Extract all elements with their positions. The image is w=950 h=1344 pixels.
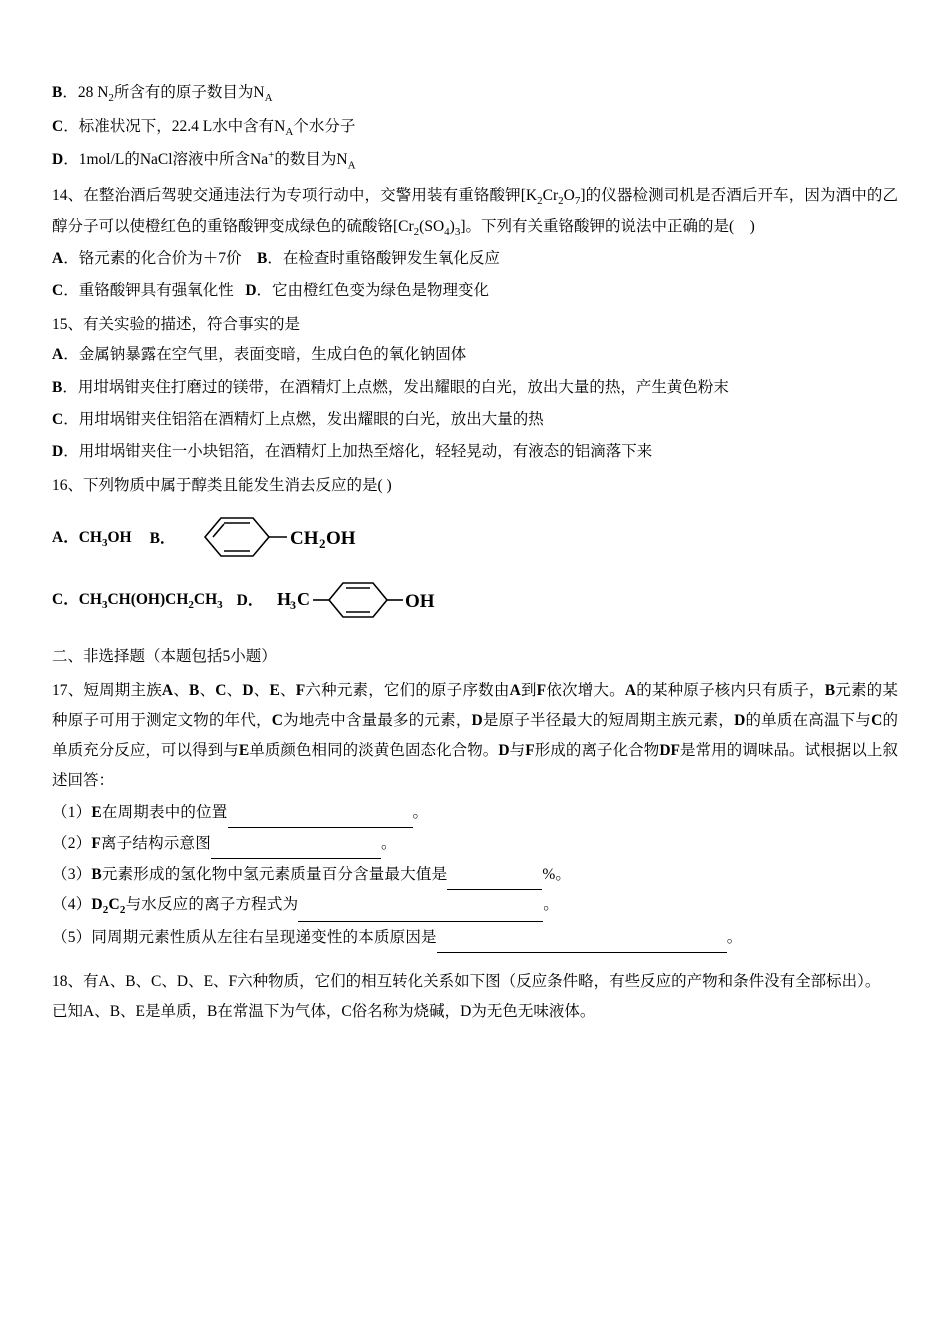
answer-blank[interactable] [211, 828, 381, 859]
q15-option-c: C．用坩埚钳夹住铝箔在酒精灯上点燃，发出耀眼的白光，放出大量的热 [52, 410, 544, 428]
q16-option-a: A．$CH_3OH$ [52, 528, 132, 549]
benzyl-alcohol-structure-icon [193, 510, 363, 564]
answer-blank[interactable] [437, 922, 727, 953]
q16-option-c: C．$CH_3CH(OH)CH_2CH_3$ [52, 590, 223, 611]
q14-stem: 14、在整治酒后驾驶交通违法行为专项行动中，交警用装有重铬酸钾$[K_2Cr_2O_7]$的仪器检测司机是否酒后开车，因为酒中的乙醇分子可以使橙红色的重铬酸钾变成绿色的硫酸铬$[Cr_2(SO_4)_3]$。下列有关重铬酸钾的说法中正确的是( ) [52, 186, 898, 239]
svg-text:OH: OH [405, 590, 435, 612]
question-16 [52, 471, 898, 623]
section-2-title: 二、非选择题（本题包括5小题） [52, 647, 277, 665]
q17-item-5: （5）同周期元素性质从左往右呈现递变性的本质原因是 。 [52, 922, 898, 953]
top-options-block [52, 78, 898, 177]
question-17 [52, 676, 898, 953]
q15-option-b: B．用坩埚钳夹住打磨过的镁带，在酒精灯上点燃，发出耀眼的白光，放出大量的热，产生黄色粉末 [52, 378, 729, 396]
q15-stem: 15、有关实验的描述，符合事实的是 [52, 316, 301, 334]
q17-item-1: （1）E在周期表中的位置 。 [52, 797, 898, 828]
option-d-top: D．1mol/L的NaCl溶液中所含Na+的数目为$N_A$ [52, 149, 356, 172]
svg-text:2: 2 [319, 535, 326, 551]
q18-line-1: 18、有A、B、C、D、E、F六种物质，它们的相互转化关系如下图（反应条件略，有些反应的产物和条件没有全部标出）。 [52, 973, 881, 991]
svg-text:3: 3 [290, 597, 297, 612]
answer-blank[interactable] [447, 859, 542, 890]
q15-option-d: D．用坩埚钳夹住一小块铝箔，在酒精灯上加热至熔化，轻轻晃动，有液态的铝滴落下来 [52, 443, 653, 461]
question-18 [52, 967, 898, 1027]
svg-text:C: C [297, 588, 311, 609]
q14-option-ab: A．铬元素的化合价为＋7价 B．在检查时重铬酸钾发生氧化反应 [52, 249, 500, 267]
option-b-top: B．28 $N_2$所含有的原子数目为$N_A$ [52, 84, 273, 105]
svg-text:CH: CH [290, 527, 319, 549]
q16-option-d-label: D． [236, 591, 264, 609]
q16-options-cd [52, 574, 898, 624]
q16-options-ab [52, 510, 898, 564]
q17-stem: 17、短周期主族A、B、C、D、E、F六种元素，它们的原子序数由A到F依次增大。A的某种原子核内只有质子，B元素的某种原子可用于测定文物的年代，C为地壳中含量最多的元素，D是原子半径最大的短周期主族元素，D的单质在高温下与C的单质充分反应，可以得到与E单质颜色相同的淡黄色固态化合物。D与F形成的离子化合物DF是常用的调味品。试根据以上叙述回答： [52, 681, 898, 790]
q18-line-2: 已知A、B、E是单质，B在常温下为气体，C俗名称为烧碱，D为无色无味液体。 [52, 1003, 596, 1021]
q15-option-a: A．金属钠暴露在空气里，表面变暗，生成白色的氧化钠固体 [52, 346, 467, 364]
option-c-top: C．标准状况下，22.4 L水中含有$N_A$个水分子 [52, 117, 356, 138]
svg-text:OH: OH [326, 527, 356, 549]
q14-option-cd: C．重铬酸钾具有强氧化性 D．它由橙红色变为绿色是物理变化 [52, 282, 490, 300]
answer-blank[interactable] [228, 797, 413, 828]
question-15 [52, 310, 898, 467]
answer-blank[interactable] [298, 891, 543, 922]
q17-item-2: （2）F离子结构示意图 。 [52, 828, 898, 859]
question-14 [52, 181, 898, 307]
q17-item-3: （3）B元素形成的氢化物中氢元素质量百分含量最大值是 %。 [52, 859, 898, 890]
q17-item-4: $(4)D_2C_2$与水反应的离子方程式为 。 [52, 890, 898, 922]
svg-text:H: H [277, 588, 292, 609]
p-cresol-structure-icon [277, 574, 437, 624]
q16-option-b-label: B． [149, 529, 176, 547]
q16-stem: 16、下列物质中属于醇类且能发生消去反应的是( ) [52, 477, 392, 495]
